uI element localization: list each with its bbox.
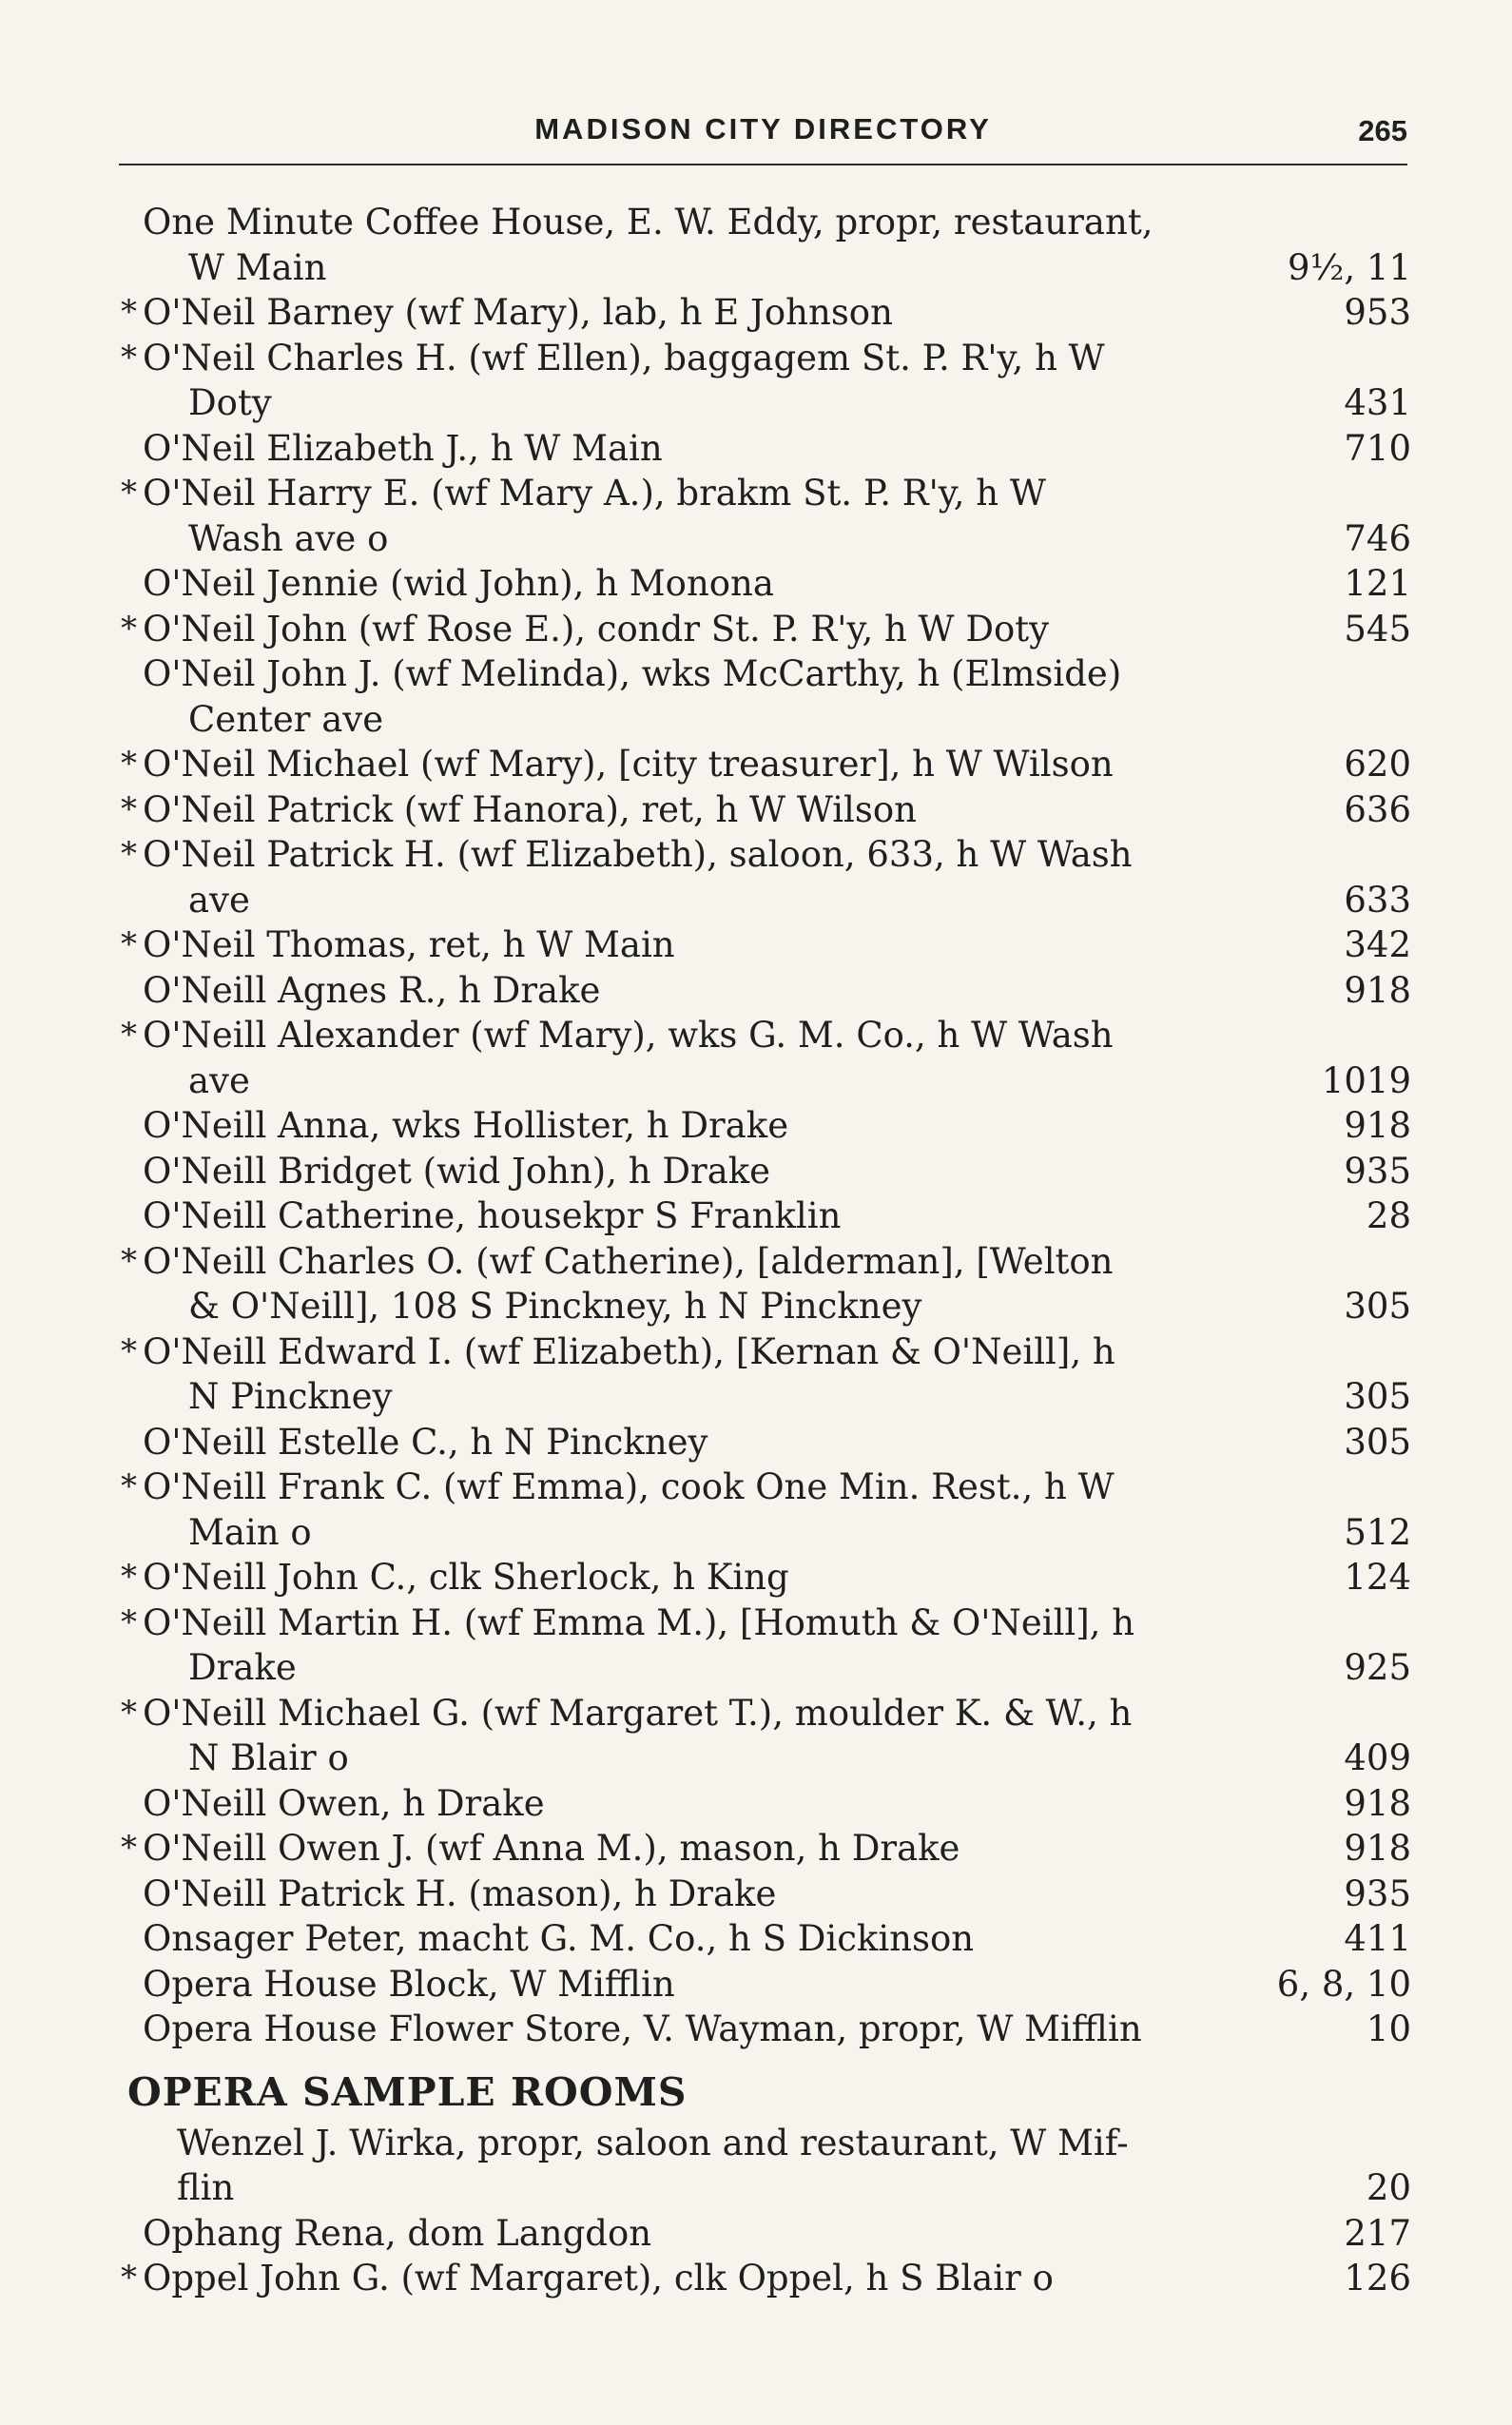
directory-entry: [118, 1329, 1411, 1420]
directory-title: MADISON CITY DIRECTORY: [534, 112, 992, 146]
entry-star-marker: *: [121, 293, 137, 331]
entry-text: O'Neill Anna, wks Hollister, h Drake: [143, 1105, 789, 1146]
entry-text: One Minute Coffee House, E. W. Eddy, propr, restaurant,: [143, 202, 1153, 242]
directory-entry: [118, 1465, 1411, 1555]
entry-number: 124: [1344, 1557, 1411, 1598]
entry-number: 305: [1344, 1286, 1411, 1327]
entry-continuation: N Pinckney: [188, 1376, 393, 1417]
section-entry-continuation: flin: [177, 2167, 235, 2208]
entry-number: 935: [1344, 1150, 1411, 1192]
directory-entries: [118, 200, 1411, 2301]
section-entry-number: 20: [1366, 2167, 1411, 2208]
entry-star-marker: *: [121, 338, 137, 377]
directory-entry: [118, 471, 1411, 561]
entry-star-marker: *: [121, 835, 137, 873]
entry-continuation: Center ave: [188, 698, 384, 740]
entry-text: O'Neill Owen J. (wf Anna M.), mason, h Drake: [143, 1828, 960, 1869]
entry-text: O'Neill Charles O. (wf Catherine), [alderman], [Welton: [143, 1240, 1114, 1282]
entry-text: Oppel John G. (wf Margaret), clk Oppel, h S Blair o: [143, 2258, 1054, 2299]
directory-entry: [118, 607, 1411, 652]
entry-star-marker: *: [121, 474, 137, 512]
entry-continuation: Main o: [188, 1511, 312, 1553]
directory-entry: [118, 787, 1411, 833]
section-title: OPERA SAMPLE ROOMS: [127, 2068, 688, 2115]
directory-entry: [118, 426, 1411, 472]
entry-text: Onsager Peter, macht G. M. Co., h S Dickinson: [143, 1918, 975, 1959]
entry-number: 633: [1344, 879, 1411, 921]
entry-text: O'Neil Patrick H. (wf Elizabeth), saloon, 633, h W Wash: [143, 834, 1133, 875]
directory-entry: [118, 2256, 1411, 2301]
entry-star-marker: *: [121, 1331, 137, 1370]
directory-entry: [118, 290, 1411, 336]
entry-number: 918: [1344, 969, 1411, 1011]
entry-continuation: N Blair o: [188, 1737, 349, 1778]
entry-text: O'Neil Michael (wf Mary), [city treasurer], h W Wilson: [143, 744, 1114, 785]
entry-text: O'Neil Elizabeth J., h W Main: [143, 427, 663, 469]
entry-number: 305: [1344, 1376, 1411, 1417]
entry-number: 409: [1344, 1737, 1411, 1778]
page-header: [119, 107, 1407, 165]
entry-continuation: W Main: [188, 246, 327, 288]
directory-entry: [118, 832, 1411, 922]
entry-number: 918: [1344, 1828, 1411, 1869]
entry-text: O'Neill Edward I. (wf Elizabeth), [Kernan & O'Neill], h: [143, 1330, 1115, 1372]
entry-star-marker: *: [121, 789, 137, 828]
entry-number: 925: [1344, 1647, 1411, 1688]
directory-entry: [118, 336, 1411, 426]
directory-entry: [118, 1781, 1411, 1827]
directory-entry: [118, 561, 1411, 607]
directory-entry: [118, 1103, 1411, 1149]
entry-number: 935: [1344, 1872, 1411, 1914]
section-entry-text: Wenzel J. Wirka, propr, saloon and restaurant, W Mif-: [177, 2122, 1129, 2163]
entry-number: 342: [1344, 924, 1411, 965]
entry-text: O'Neil Jennie (wid John), h Monona: [143, 563, 774, 604]
entry-text: Opera House Flower Store, V. Wayman, propr, W Mifflin: [143, 2008, 1142, 2049]
entry-number: 217: [1344, 2212, 1411, 2254]
entry-text: O'Neil John (wf Rose E.), condr St. P. R'y, h W Doty: [143, 608, 1050, 650]
entry-star-marker: *: [121, 1602, 137, 1641]
entry-text: O'Neil Patrick (wf Hanora), ret, h W Wilson: [143, 788, 917, 830]
entry-continuation: & O'Neill], 108 S Pinckney, h N Pinckney: [188, 1286, 922, 1327]
directory-entry: [118, 1555, 1411, 1600]
directory-entry: [118, 922, 1411, 968]
entry-text: O'Neil Barney (wf Mary), lab, h E Johnson: [143, 292, 893, 333]
entry-text: O'Neil Harry E. (wf Mary A.), brakm St. P. R'y, h W: [143, 473, 1046, 514]
section-entry: [118, 2121, 1411, 2211]
entry-number: 1019: [1321, 1059, 1411, 1101]
entry-star-marker: *: [121, 1558, 137, 1596]
directory-entry: [118, 742, 1411, 787]
entry-number: 545: [1344, 608, 1411, 650]
entry-text: O'Neill Patrick H. (mason), h Drake: [143, 1872, 777, 1914]
entry-star-marker: *: [121, 2259, 137, 2297]
entry-number: 305: [1344, 1421, 1411, 1463]
entry-continuation: Wash ave o: [188, 517, 389, 559]
entry-star-marker: *: [121, 1467, 137, 1505]
entry-continuation: Drake: [188, 1647, 297, 1688]
entry-text: O'Neill Catherine, housekpr S Franklin: [143, 1195, 842, 1236]
entry-text: O'Neill Bridget (wid John), h Drake: [143, 1150, 771, 1192]
entry-text: O'Neil Charles H. (wf Ellen), baggagem St. P. R'y, h W: [143, 337, 1105, 378]
entry-number: 710: [1344, 427, 1411, 469]
entry-text: O'Neill John C., clk Sherlock, h King: [143, 1557, 789, 1598]
directory-entry: [118, 1239, 1411, 1329]
directory-entry: [118, 1013, 1411, 1103]
directory-entry: [118, 2211, 1411, 2257]
entry-text: O'Neill Agnes R., h Drake: [143, 969, 601, 1011]
directory-entry: [118, 1420, 1411, 1465]
entry-continuation: Doty: [188, 382, 272, 423]
entry-text: Opera House Block, W Mifflin: [143, 1963, 675, 2005]
entry-star-marker: *: [121, 1241, 137, 1280]
directory-entry: [118, 1149, 1411, 1194]
entry-star-marker: *: [121, 609, 137, 648]
entry-number: 411: [1344, 1918, 1411, 1959]
entry-number: 121: [1344, 563, 1411, 604]
entry-number: 431: [1344, 382, 1411, 423]
directory-entry: [118, 2007, 1411, 2052]
directory-entry: [118, 1600, 1411, 1691]
entry-number: 620: [1344, 744, 1411, 785]
entry-text: O'Neill Owen, h Drake: [143, 1782, 545, 1824]
entry-number: 953: [1344, 292, 1411, 333]
entry-star-marker: *: [121, 745, 137, 783]
entry-text: O'Neill Alexander (wf Mary), wks G. M. Co., h W Wash: [143, 1015, 1114, 1056]
page-number: 265: [1358, 114, 1407, 147]
directory-entry: [118, 968, 1411, 1014]
entry-text: O'Neill Frank C. (wf Emma), cook One Min. Rest., h W: [143, 1466, 1115, 1507]
directory-entry: [118, 1872, 1411, 1917]
entry-text: O'Neill Estelle C., h N Pinckney: [143, 1421, 708, 1463]
entry-number: 918: [1344, 1105, 1411, 1146]
entry-text: O'Neill Martin H. (wf Emma M.), [Homuth & O'Neill], h: [143, 1601, 1135, 1643]
entry-number: 28: [1366, 1195, 1411, 1236]
entry-text: O'Neill Michael G. (wf Margaret T.), moulder K. & W., h: [143, 1692, 1133, 1734]
entry-star-marker: *: [121, 1016, 137, 1054]
entry-text: Ophang Rena, dom Langdon: [143, 2212, 652, 2254]
directory-entry: [118, 1691, 1411, 1781]
entry-number: 126: [1344, 2258, 1411, 2299]
directory-entry: [118, 1962, 1411, 2008]
entry-text: O'Neil Thomas, ret, h W Main: [143, 924, 675, 965]
entry-text: O'Neil John J. (wf Melinda), wks McCarthy, h (Elmside): [143, 653, 1122, 694]
entry-number: 636: [1344, 788, 1411, 830]
directory-entry: [118, 1193, 1411, 1239]
entry-number: 6, 8, 10: [1276, 1963, 1411, 2005]
entry-number: 10: [1366, 2008, 1411, 2049]
entry-number: 9½, 11: [1287, 246, 1411, 288]
entry-continuation: ave: [188, 1059, 250, 1101]
entry-number: 512: [1344, 1511, 1411, 1553]
entry-star-marker: *: [121, 1693, 137, 1732]
directory-entry: [118, 200, 1411, 290]
directory-entry: [118, 1826, 1411, 1872]
entry-number: 746: [1344, 517, 1411, 559]
entry-star-marker: *: [121, 1829, 137, 1867]
entry-star-marker: *: [121, 925, 137, 963]
directory-entry: [118, 651, 1411, 742]
entry-number: 918: [1344, 1782, 1411, 1824]
directory-entry: [118, 1916, 1411, 1962]
entry-continuation: ave: [188, 879, 250, 921]
